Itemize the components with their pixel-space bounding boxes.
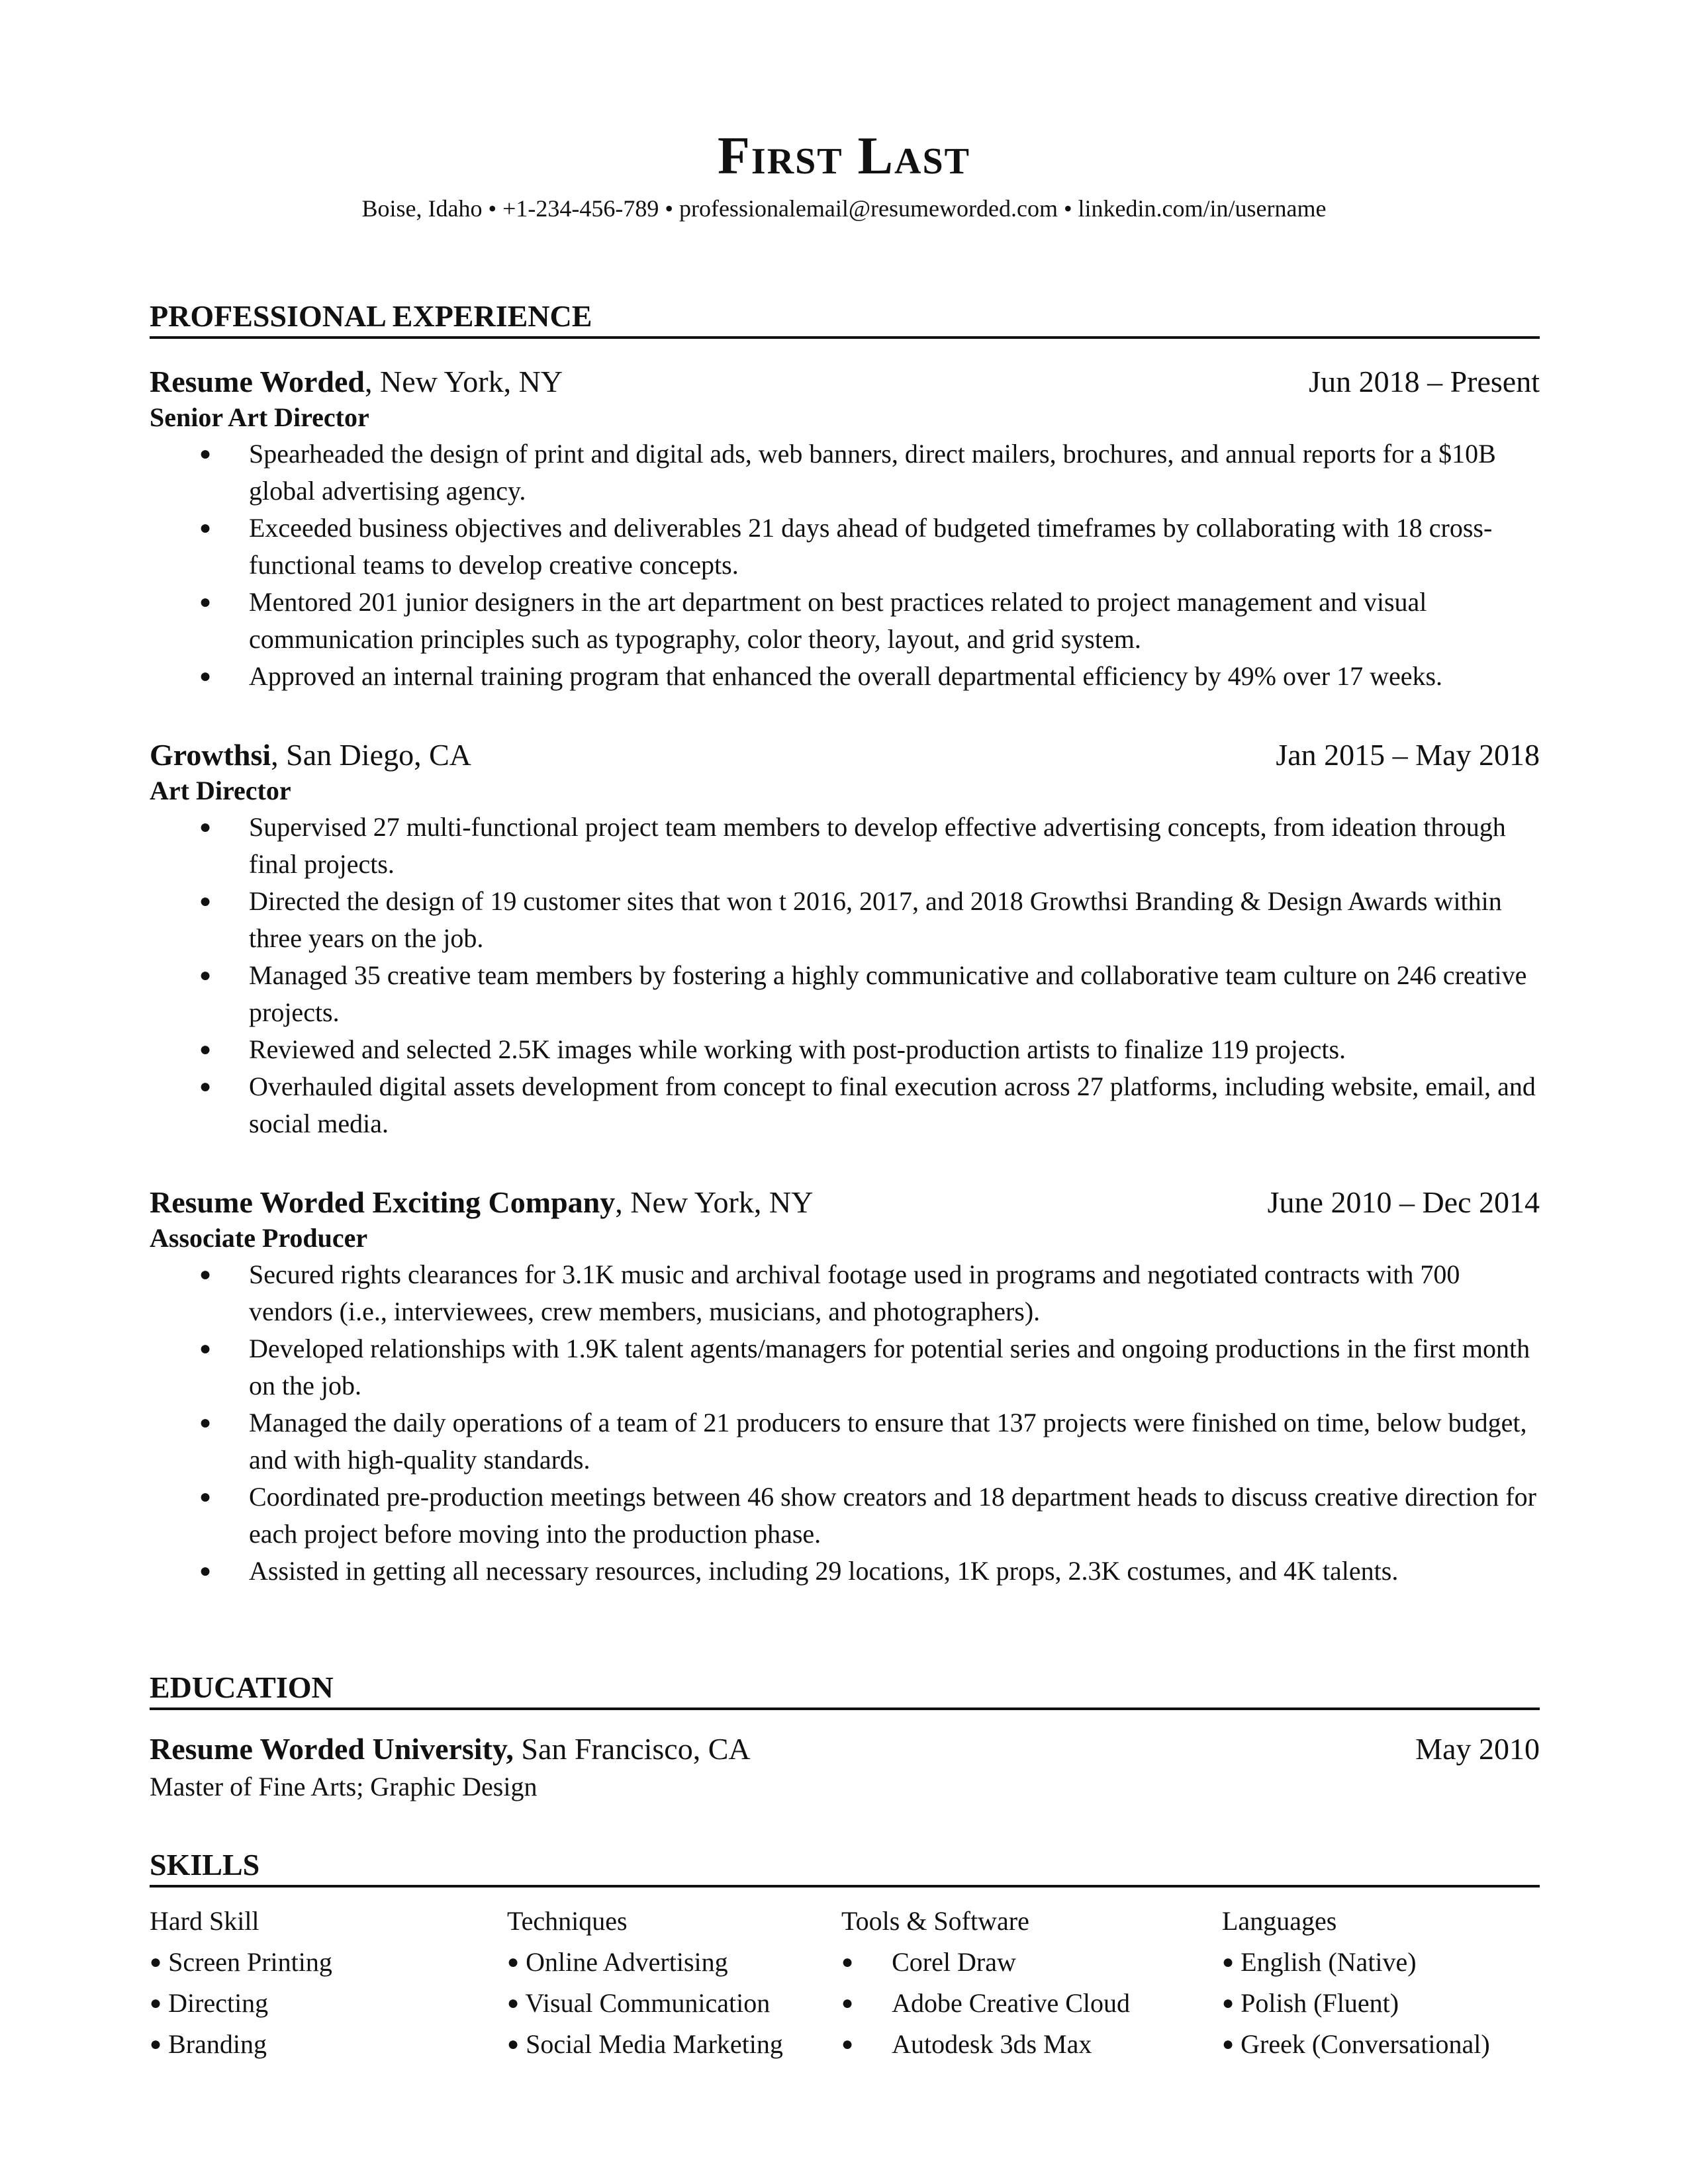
skills-section [150,1845,1540,2065]
education-section [150,1668,1540,1805]
job-header [150,1183,1540,1222]
skill-column-title: Languages [1222,1906,1337,1936]
section-title-experience: PROFESSIONAL EXPERIENCE [150,296,1540,339]
skill-item: ● Social Media Marketing [507,2029,783,2059]
skill-item: ● Branding [150,2029,267,2059]
job-bullet: ● Overhauled digital assets development from concept to final execution across 27 platforms, including website, email, and social media. [150,1068,1540,1142]
job-bullet: ● Secured rights clearances for 3.1K music and archival footage used in programs and negotiated contracts with 700 vendors (i.e., interviewees, crew members, musicians, and photographers). [150,1256,1540,1330]
education-school: Resume Worded University, [150,1732,514,1766]
education-location: San Francisco, CA [513,1732,751,1766]
skills-grid [150,1901,1540,2065]
job-location: , New York, NY [615,1185,814,1219]
job-bullets [150,435,1540,695]
job-dates: Jun 2018 – Present [1309,365,1540,398]
job-bullet: ● Coordinated pre-production meetings between 46 show creators and 18 department heads to discuss creative direction for each project before moving into the production phase. [150,1479,1540,1553]
job-company-line [150,363,563,401]
education-school-line [150,1730,751,1768]
job-bullet: ● Approved an internal training program that enhanced the overall departmental efficiency by 49% over 17 weeks. [150,658,1540,695]
contact-line: Boise, Idaho • +1-234-456-789 • professionalemail@resumeworded.com • linkedin.com/in/username [361,195,1327,222]
job-bullet: ● Managed the daily operations of a team of 21 producers to ensure that 137 projects were finished on time, below budget, and with high-quality standards. [150,1404,1540,1479]
skill-item: ● English (Native) [1222,1947,1417,1977]
resume-header [0,123,1688,225]
skill-column [150,1901,507,2065]
job-bullet: ● Reviewed and selected 2.5K images while working with post-production artists to finalize 119 projects. [150,1031,1540,1068]
job-header [150,363,1540,401]
skill-column-title: Hard Skill [150,1906,259,1936]
job-company: Resume Worded Exciting Company [150,1185,616,1219]
job-location: , New York, NY [365,365,563,398]
job-header [150,736,1540,774]
job-bullet: ● Supervised 27 multi-functional project team members to develop effective advertising concepts, from ideation through final projects. [150,809,1540,883]
skill-item: ● Adobe Creative Cloud [841,1988,1131,2018]
job-bullets [150,809,1540,1142]
section-title-skills: SKILLS [150,1845,1540,1888]
education-degree: Master of Fine Arts; Graphic Design [150,1772,538,1801]
skill-item: ● Screen Printing [150,1947,332,1977]
job-company: Resume Worded [150,365,365,398]
candidate-name: First Last [718,127,970,185]
job-role: Senior Art Director [150,402,369,432]
job-role: Associate Producer [150,1223,368,1253]
skill-item: ● Visual Communication [507,1988,771,2018]
job-dates: Jan 2015 – May 2018 [1276,738,1540,772]
education-date: May 2010 [1415,1732,1540,1766]
job-bullet: ● Spearheaded the design of print and digital ads, web banners, direct mailers, brochures, and annual reports for a $10B global advertising agency. [150,435,1540,510]
job-bullets [150,1256,1540,1590]
job-bullet: ● Assisted in getting all necessary resources, including 29 locations, 1K props, 2.3K costumes, and 4K talents. [150,1553,1540,1590]
skill-item: ● Corel Draw [841,1947,1016,1977]
skill-column-title: Techniques [507,1906,628,1936]
skill-column [841,1901,1222,2065]
skill-item: ● Online Advertising [507,1947,728,1977]
job-bullet: ● Mentored 201 junior designers in the art department on best practices related to project management and visual communication principles such as typography, color theory, layout, and grid system. [150,584,1540,658]
job-location: , San Diego, CA [271,738,471,772]
skill-column [507,1901,841,2065]
skill-column [1222,1901,1540,2065]
job-dates: June 2010 – Dec 2014 [1267,1185,1540,1219]
job-entry [150,363,1540,695]
job-bullet: ● Managed 35 creative team members by fostering a highly communicative and collaborative team culture on 246 creative projects. [150,957,1540,1031]
job-entry [150,736,1540,1142]
education-header [150,1730,1540,1768]
skill-item: ● Polish (Fluent) [1222,1988,1399,2018]
job-entry [150,1183,1540,1590]
skill-item: ● Greek (Conversational) [1222,2029,1490,2059]
job-role: Art Director [150,776,291,805]
job-bullet: ● Directed the design of 19 customer sites that won t 2016, 2017, and 2018 Growthsi Branding & Design Awards within three years on the job. [150,883,1540,957]
job-company-line [150,736,471,774]
job-bullet: ● Exceeded business objectives and deliverables 21 days ahead of budgeted timeframes by collaborating with 18 cross-functional teams to develop creative concepts. [150,510,1540,584]
experience-section [150,296,1540,1590]
section-title-education: EDUCATION [150,1668,1540,1710]
skill-column-title: Tools & Software [841,1906,1029,1936]
job-company-line [150,1183,813,1222]
job-company: Growthsi [150,738,271,772]
skill-item: ● Directing [150,1988,269,2018]
skill-item: ● Autodesk 3ds Max [841,2029,1092,2059]
job-bullet: ● Developed relationships with 1.9K talent agents/managers for potential series and ongoing productions in the first month on the job. [150,1330,1540,1404]
